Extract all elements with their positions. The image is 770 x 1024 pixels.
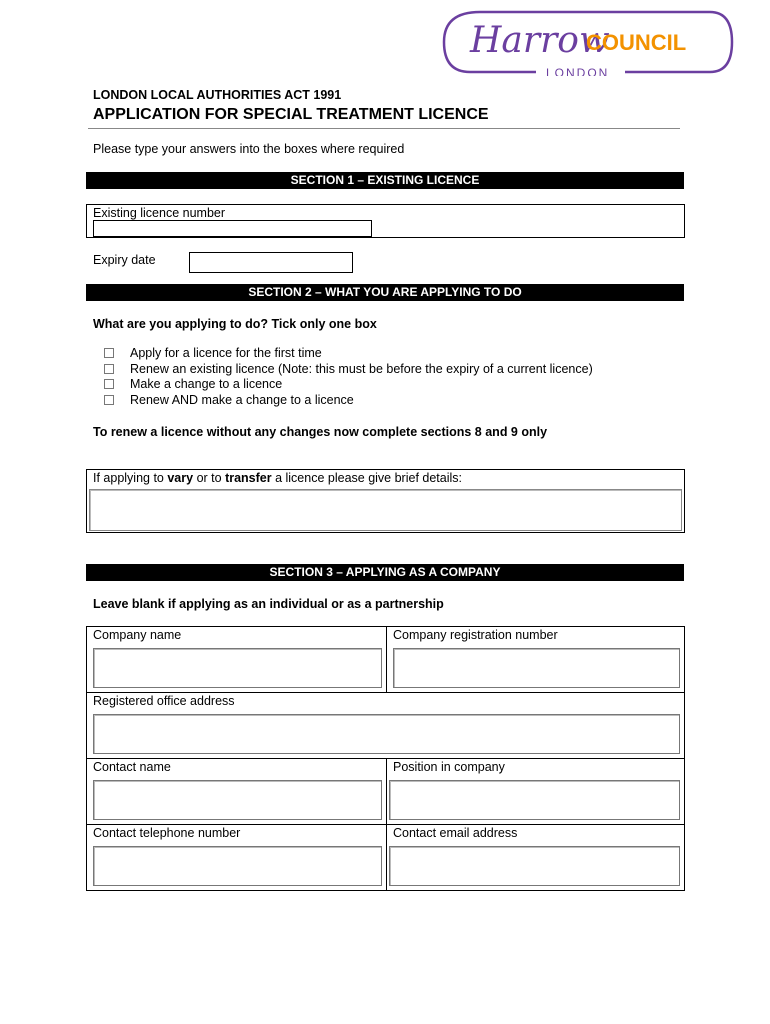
details-input[interactable]: [89, 489, 682, 531]
company-name-label: Company name: [93, 628, 182, 642]
expiry-date-label: Expiry date: [93, 253, 156, 267]
logo-harrow-text: Harrow: [470, 20, 610, 61]
option-label: Renew an existing licence (Note: this must be before the expiry of a current licence): [130, 362, 593, 376]
contact-phone-cell: [87, 825, 387, 891]
company-name-cell: [87, 627, 387, 693]
company-reg-label: Company registration number: [393, 628, 558, 642]
checkbox[interactable]: [104, 364, 114, 374]
contact-phone-input[interactable]: [93, 846, 382, 886]
title-divider: [88, 128, 680, 129]
contact-name-label: Contact name: [93, 760, 171, 774]
section-2-heading: SECTION 2 – WHAT YOU ARE APPLYING TO DO: [86, 284, 684, 301]
position-input[interactable]: [389, 780, 680, 820]
logo-council-text: COUNCIL: [586, 30, 687, 55]
checkbox[interactable]: [104, 395, 114, 405]
details-frame: [86, 469, 685, 533]
registered-address-cell: [87, 693, 685, 759]
company-reg-cell: [387, 627, 685, 693]
position-label: Position in company: [393, 760, 505, 774]
page-title: APPLICATION FOR SPECIAL TREATMENT LICENCE: [93, 106, 489, 123]
company-reg-input[interactable]: [393, 648, 680, 688]
logo-london-text: LONDON: [546, 66, 610, 76]
contact-name-input[interactable]: [93, 780, 382, 820]
licence-number-input[interactable]: [93, 220, 372, 237]
act-reference: LONDON LOCAL AUTHORITIES ACT 1991: [93, 88, 342, 102]
option-label: Apply for a licence for the first time: [130, 346, 322, 360]
harrow-council-logo: [440, 8, 736, 76]
contact-email-label: Contact email address: [393, 826, 518, 840]
option-label: Renew AND make a change to a licence: [130, 393, 354, 407]
company-details-table: [86, 626, 685, 891]
contact-phone-label: Contact telephone number: [93, 826, 241, 840]
registered-address-input[interactable]: [93, 714, 680, 754]
licence-number-frame: [86, 204, 685, 238]
licence-number-label: Existing licence number: [93, 206, 226, 220]
contact-name-cell: [87, 759, 387, 825]
company-name-input[interactable]: [93, 648, 382, 688]
checkbox[interactable]: [104, 379, 114, 389]
position-cell: [387, 759, 685, 825]
details-label: If applying to vary or to transfer a licence please give brief details:: [93, 471, 462, 485]
company-note: Leave blank if applying as an individual or as a partnership: [93, 597, 444, 611]
expiry-date-input[interactable]: [189, 252, 353, 273]
checkbox[interactable]: [104, 348, 114, 358]
section-1-heading: SECTION 1 – EXISTING LICENCE: [86, 172, 684, 189]
option-label: Make a change to a licence: [130, 377, 283, 391]
registered-address-label: Registered office address: [93, 694, 235, 708]
apply-question: What are you applying to do? Tick only one box: [93, 317, 377, 331]
contact-email-input[interactable]: [389, 846, 680, 886]
instruction-text: Please type your answers into the boxes where required: [93, 142, 405, 156]
renew-note: To renew a licence without any changes now complete sections 8 and 9 only: [93, 425, 548, 439]
contact-email-cell: [387, 825, 685, 891]
section-3-heading: SECTION 3 – APPLYING AS A COMPANY: [86, 564, 684, 581]
